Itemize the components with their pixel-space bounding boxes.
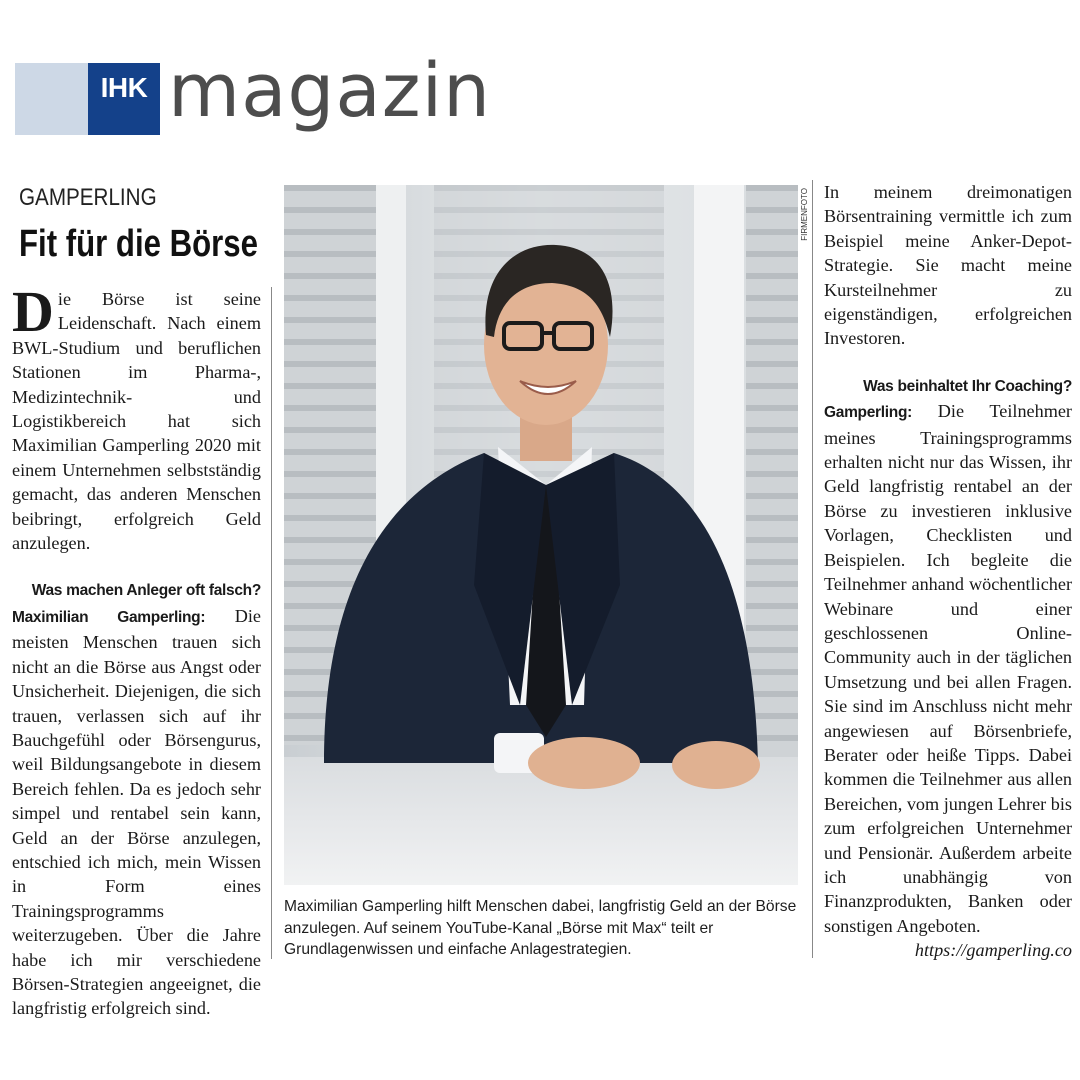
answer-1-continued: In meinem dreimonatigen Börsentraining vermittle ich zum Beispiel meine Anker-Depot-Strategie. Sie macht meine Kursteilnehmer zu eigenständigen, erfolgreichen Investoren. — [824, 182, 1072, 349]
speaker-label: Gamperling: — [824, 404, 912, 422]
article-headline: Fit für die Börse — [19, 223, 258, 265]
intro-text: ie Börse ist seine Leidenschaft. Nach einem BWL-Studium und beruflichen Stationen im Pharma-, Medizintechnik- und Logistikbereich hat sich Maximilian Gamperling 2020 mit einem Unternehmen selbstständig gemacht, das anderen Menschen beibringt, erfolgreich Geld anzulegen. — [12, 289, 261, 554]
article-column-left — [12, 279, 261, 1021]
website-link[interactable]: https://gamperling.co — [914, 940, 1072, 961]
photo-caption — [284, 896, 804, 961]
intro-paragraph — [12, 279, 261, 555]
article-column-right — [824, 180, 1072, 963]
column-divider — [271, 287, 272, 959]
ihk-logo: IHK — [88, 63, 160, 135]
answer-1-text: Die meisten Menschen trauen sich nicht an die Börse aus Angst oder Unsicherheit. Diejenigen, die sich trauen, verlassen sich auf ihr Bauchgefühl oder Börsengurus, weil Bildungsangebote in diesem Bereich fehlen. Da es jedoch sehr simpel und rentabel sein kann, Geld an der Börse anzulegen, entschied ich mich, mein Wissen in Form eines Trainingsprogramms weiterzugeben. Über die Jahre habe ich mir verschiedene Börsen-Strategien angeeignet, die langfristig erfolgreich sind. — [12, 605, 261, 1019]
portrait-photo — [284, 185, 798, 885]
photo-credit: FIRMENFOTO — [800, 188, 809, 241]
question-2: Was beinhaltet Ihr Coaching? — [863, 377, 1072, 395]
question-1: Was machen Anleger oft falsch? — [31, 582, 261, 600]
drop-cap: D — [12, 279, 54, 344]
caption-text: Maximilian Gamperling hilft Menschen dabei, langfristig Geld an der Börse anzulegen. Auf seinem YouTube-Kanal „Börse mit Max“ teilt er Grundlagenwissen und einfache Anlagestrategien. — [284, 898, 797, 958]
answer-1 — [12, 604, 261, 1021]
column-divider — [812, 180, 813, 958]
answer-2-text: Die Teilnehmer meines Trainingsprogramms erhalten nicht nur das Wissen, ihr Geld langfristig rentabel an der Börse zu investieren inklusive Vorlagen, Checklisten und Beispielen. Ich begleite die Teilnehmer anhand wöchentlicher Webinare und einer geschlossenen Online-Community auch in der täglichen Umsetzung und bei allen Fragen. Sie sind im Anschluss nicht mehr angewiesen auf Börsenbriefe, Berater oder heiße Tipps. Dabei kommen die Teilnehmer aus allen Bereichen, vom jungen Lehrer bis zum erfolgreichen Unternehmer und Pensionär. Außerdem arbeite ich unabhängig von Finanzprodukten, Banken oder sonstigen Angeboten. — [824, 401, 1072, 936]
answer-2 — [824, 399, 1072, 938]
magazine-wordmark: magazin — [168, 48, 492, 134]
speaker-label: Maximilian Gamperling: — [12, 608, 206, 626]
article-kicker: GAMPERLING — [19, 184, 157, 211]
